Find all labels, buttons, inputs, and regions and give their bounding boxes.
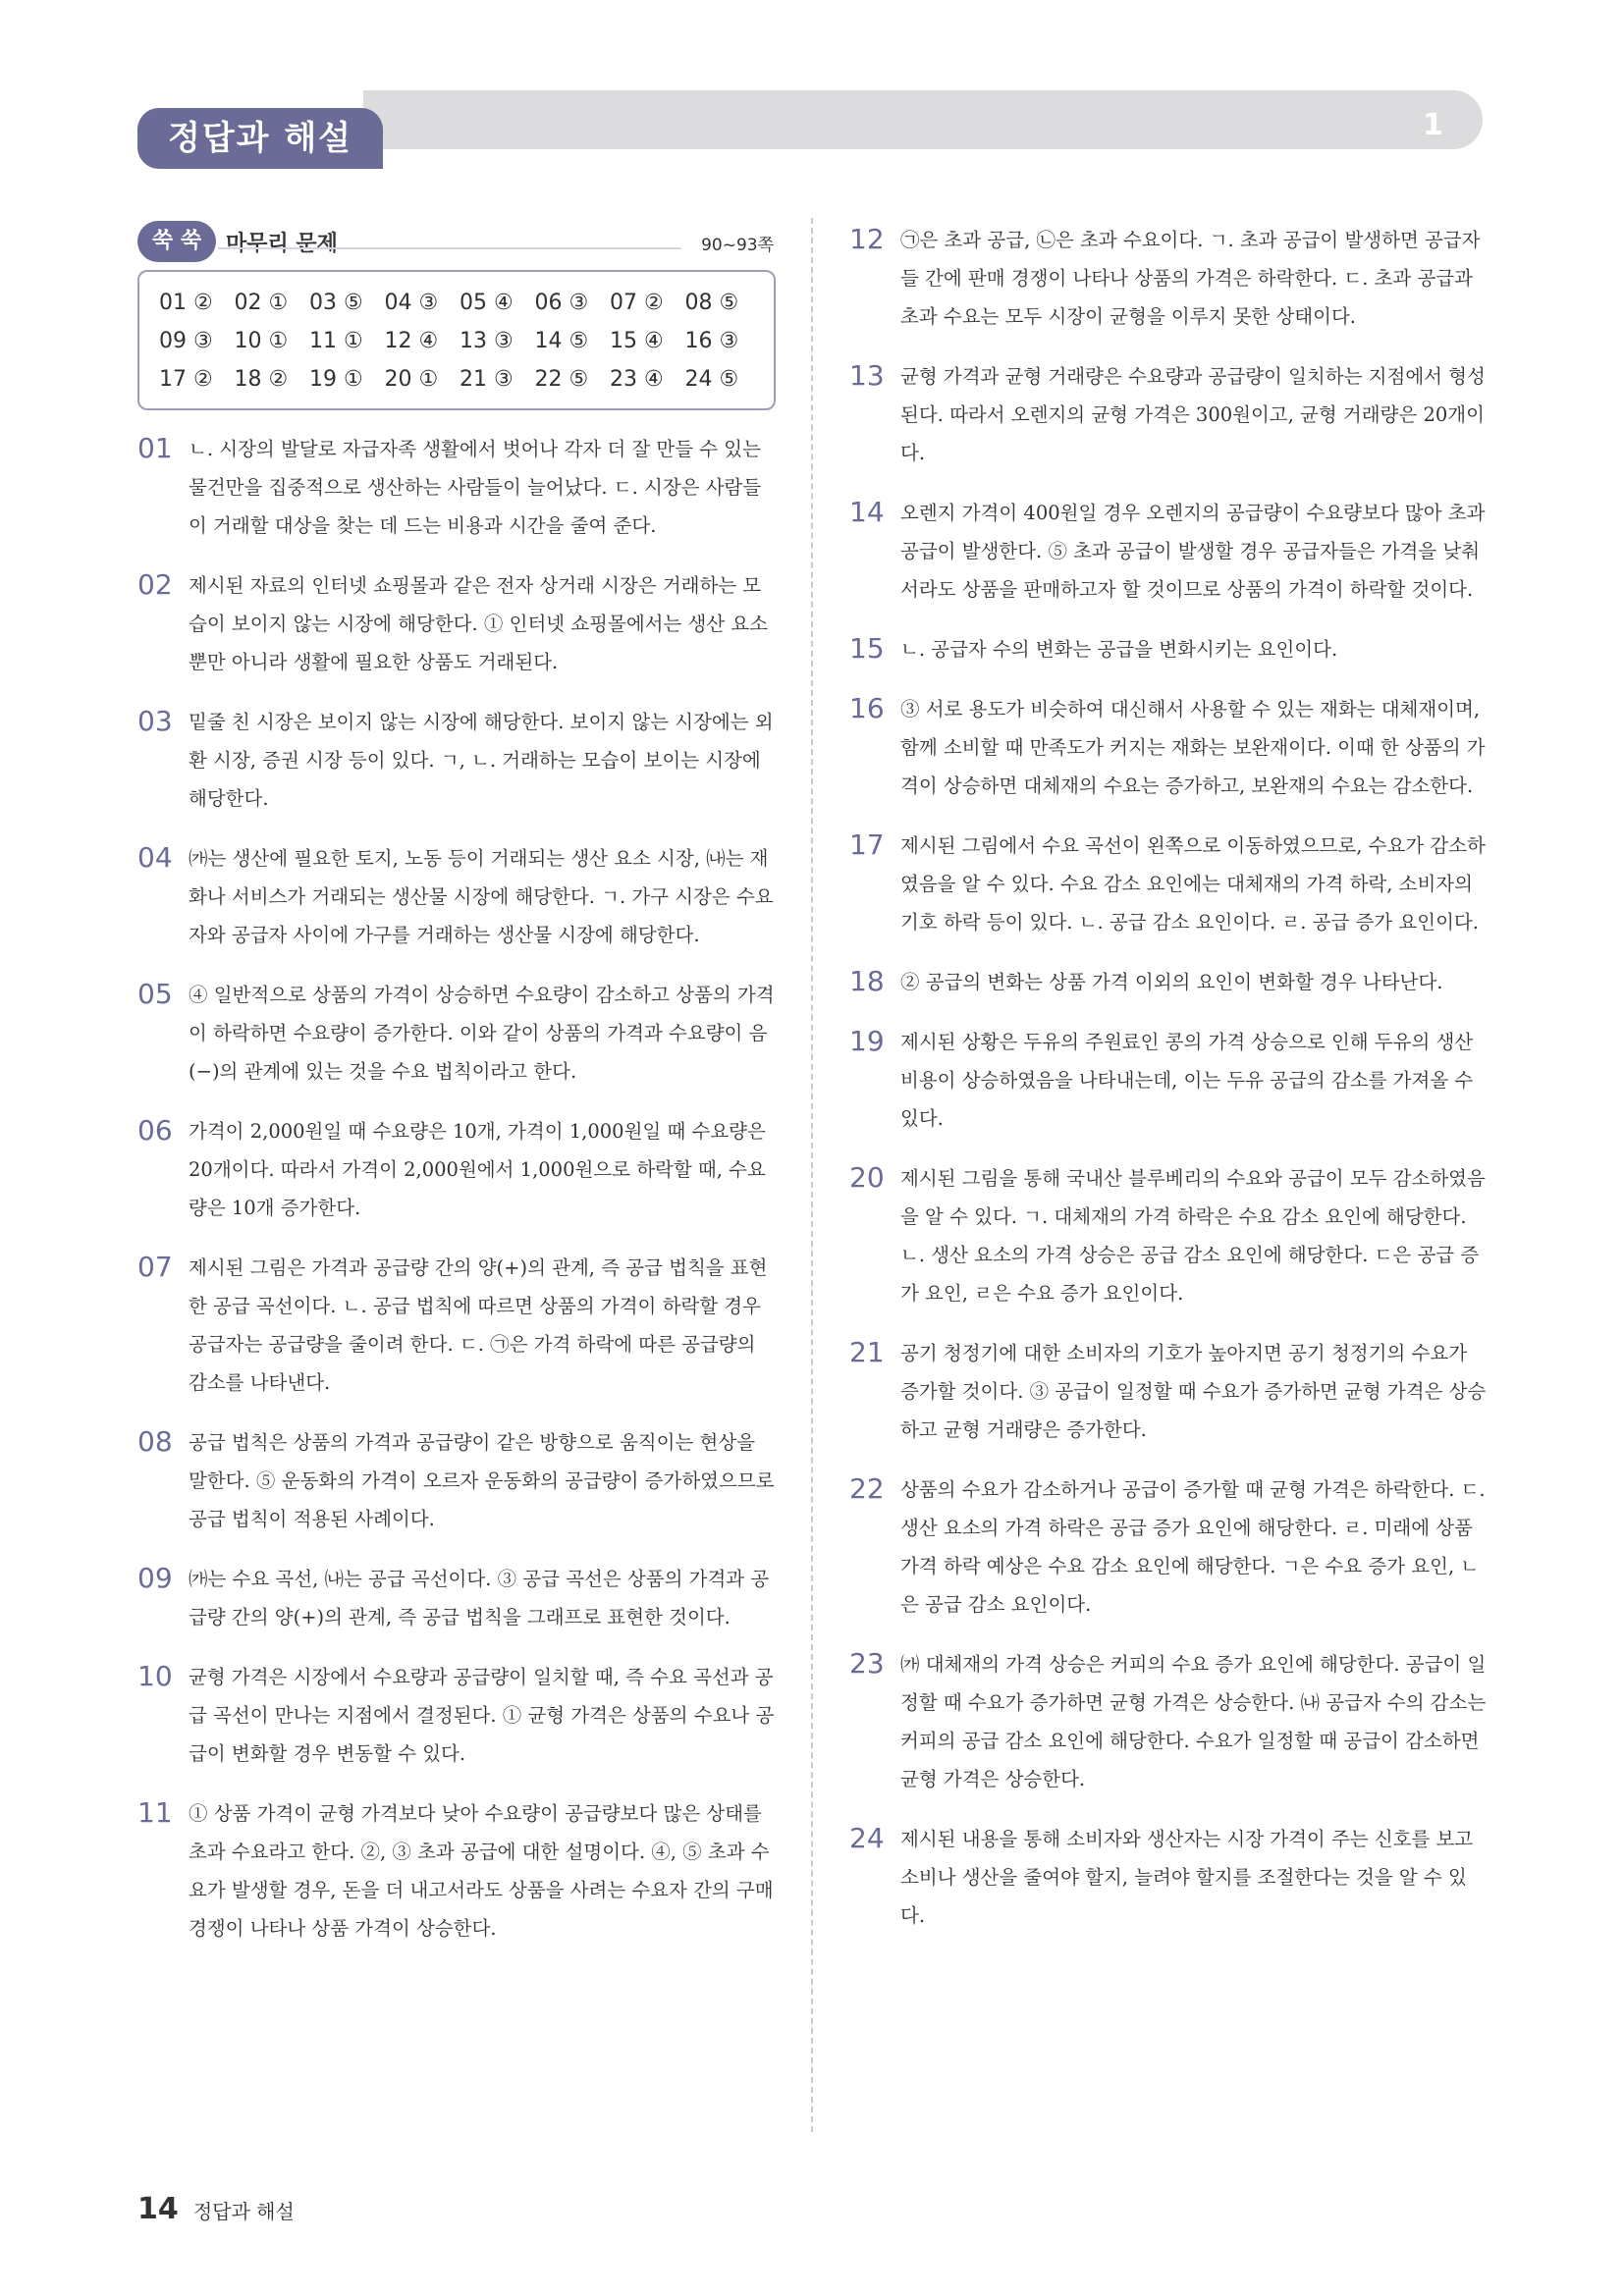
- explanation-item: [137, 1112, 776, 1227]
- explanation-text: 가격이 2,000원일 때 수요량은 10개, 가격이 1,000원일 때 수요량은 20개이다. 따라서 가격이 2,000원에서 1,000원으로 하락할 때, 수요량은 10개 증가한다.: [189, 1120, 766, 1219]
- answer-cell: 12 ④: [384, 329, 439, 353]
- question-number: 07: [137, 1251, 173, 1283]
- explanation-text: ㈎ 대체재의 가격 상승은 커피의 수요 증가 요인에 해당한다. 공급이 일정할 때 수요가 증가하면 균형 가격은 상승한다. ㈏ 공급자 수의 감소는 커피의 공급 감소 요인에 해당한다. 수요가 일정할 때 공급이 감소하면 균형 가격은 상승한다.: [900, 1653, 1487, 1790]
- explanation-item: [849, 1470, 1488, 1624]
- explanation-item: [849, 1820, 1488, 1935]
- explanation-item: [849, 1334, 1488, 1449]
- explanation-item: [137, 976, 776, 1091]
- explanation-item: [849, 494, 1488, 609]
- answer-cell: 09 ③: [159, 329, 213, 353]
- answer-cell: 19 ①: [309, 367, 363, 392]
- answer-cell: 13 ③: [460, 329, 514, 353]
- answer-cell: 21 ③: [460, 367, 514, 392]
- answer-row: [159, 322, 760, 360]
- question-number: 09: [137, 1562, 173, 1594]
- question-number: 18: [849, 965, 885, 997]
- summary-pages: 90~93쪽: [701, 236, 774, 255]
- explanation-item: [849, 630, 1488, 668]
- summary-badge: 쑥 쑥: [137, 221, 216, 262]
- explanation-text: 균형 가격은 시장에서 수요량과 공급량이 일치할 때, 즉 수요 곡선과 공급 곡선이 만나는 지점에서 결정된다. ① 균형 가격은 상품의 수요나 공급이 변화할 경우 변동할 수 있다.: [189, 1666, 775, 1765]
- question-number: 20: [849, 1161, 885, 1194]
- explanation-item: [849, 1645, 1488, 1798]
- right-column: [849, 221, 1488, 1956]
- explanation-text: ② 공급의 변화는 상품 가격 이외의 요인이 변화할 경우 나타난다.: [900, 971, 1443, 993]
- explanation-text: ③ 서로 용도가 비슷하여 대신해서 사용할 수 있는 재화는 대체재이며, 함께 소비할 때 만족도가 커지는 재화는 보완재이다. 이때 한 상품의 가격이 상승하면 대체재의 수요는 증가하고, 보완재의 수요는 감소한다.: [900, 698, 1486, 797]
- answer-grid: [137, 270, 776, 410]
- question-number: 04: [137, 841, 173, 874]
- answer-row: [159, 284, 760, 322]
- explanation-item: [137, 839, 776, 954]
- page-number: 14: [137, 2192, 179, 2226]
- answer-cell: 16 ③: [684, 329, 739, 353]
- explanation-item: [137, 1658, 776, 1773]
- explanation-text: 균형 가격과 균형 거래량은 수요량과 공급량이 일치하는 지점에서 형성된다. 따라서 오렌지의 균형 가격은 300원이고, 균형 거래량은 20개이다.: [900, 365, 1486, 464]
- page-header: [137, 90, 1483, 171]
- explanation-item: [137, 430, 776, 545]
- question-number: 06: [137, 1114, 173, 1147]
- summary-header: [137, 221, 776, 266]
- explanation-text: ㄴ. 시장의 발달로 자급자족 생활에서 벗어나 각자 더 잘 만들 수 있는 물건만을 집중적으로 생산하는 사람들이 늘어났다. ㄷ. 시장은 사람들이 거래할 대상을 찾는 데 드는 비용과 시간을 줄여 준다.: [189, 438, 762, 537]
- answer-cell: 08 ⑤: [684, 291, 739, 315]
- explanation-text: 제시된 그림은 가격과 공급량 간의 양(+)의 관계, 즉 공급 법칙을 표현한 공급 곡선이다. ㄴ. 공급 법칙에 따르면 상품의 가격이 하락할 경우 공급자는 공급량을 줄이려 한다. ㄷ. ㉠은 가격 하락에 따른 공급량의 감소를 나타낸다.: [189, 1256, 768, 1394]
- question-number: 21: [849, 1336, 885, 1368]
- question-number: 10: [137, 1660, 173, 1692]
- question-number: 14: [849, 496, 885, 528]
- explanation-item: [137, 566, 776, 681]
- explanation-text: ㉠은 초과 공급, ㉡은 초과 수요이다. ㄱ. 초과 공급이 발생하면 공급자들 간에 판매 경쟁이 나타나 상품의 가격은 하락한다. ㄷ. 초과 공급과 초과 수요는 모두 시장이 균형을 이루지 못한 상태이다.: [900, 229, 1481, 328]
- answer-cell: 02 ①: [234, 291, 289, 315]
- question-number: 02: [137, 568, 173, 601]
- question-number: 01: [137, 432, 173, 464]
- question-number: 17: [849, 828, 885, 861]
- question-number: 03: [137, 705, 173, 737]
- question-number: 16: [849, 692, 885, 724]
- explanation-text: ㄴ. 공급자 수의 변화는 공급을 변화시키는 요인이다.: [900, 638, 1338, 661]
- answer-cell: 18 ②: [234, 367, 289, 392]
- chapter-mark: 1: [1423, 108, 1443, 142]
- answer-cell: 22 ⑤: [534, 367, 589, 392]
- answer-cell: 23 ④: [610, 367, 664, 392]
- explanation-text: 제시된 자료의 인터넷 쇼핑몰과 같은 전자 상거래 시장은 거래하는 모습이 보이지 않는 시장에 해당한다. ① 인터넷 쇼핑몰에서는 생산 요소뿐만 아니라 생활에 필요한 상품도 거래된다.: [189, 574, 769, 673]
- answer-cell: 17 ②: [159, 367, 213, 392]
- question-number: 05: [137, 978, 173, 1010]
- footer-label: 정답과 해설: [192, 2200, 295, 2223]
- explanation-text: ㈎는 생산에 필요한 토지, 노동 등이 거래되는 생산 요소 시장, ㈏는 재화나 서비스가 거래되는 생산물 시장에 해당한다. ㄱ. 가구 시장은 수요자와 공급자 사이에 가구를 거래하는 생산물 시장에 해당한다.: [189, 847, 774, 946]
- explanation-item: [849, 963, 1488, 1001]
- question-number: 19: [849, 1025, 885, 1057]
- question-number: 13: [849, 359, 885, 392]
- explanation-item: [849, 827, 1488, 941]
- explanation-item: [849, 357, 1488, 472]
- answer-cell: 14 ⑤: [534, 329, 589, 353]
- explanation-text: 제시된 그림에서 수요 곡선이 왼쪽으로 이동하였으므로, 수요가 감소하였음을 알 수 있다. 수요 감소 요인에는 대체재의 가격 하락, 소비자의 기호 하락 등이 있다. ㄴ. 공급 감소 요인이다. ㄹ. 공급 증가 요인이다.: [900, 834, 1486, 934]
- answer-cell: 07 ②: [610, 291, 664, 315]
- explanation-text: 제시된 그림을 통해 국내산 블루베리의 수요와 공급이 모두 감소하였음을 알 수 있다. ㄱ. 대체재의 가격 하락은 수요 감소 요인에 해당한다. ㄴ. 생산 요소의 가격 상승은 공급 감소 요인에 해당한다. ㄷ은 공급 증가 요인, ㄹ은 수요 증가 요인이다.: [900, 1167, 1486, 1305]
- answer-cell: 11 ①: [309, 329, 363, 353]
- explanation-item: [849, 1023, 1488, 1138]
- explanation-text: 제시된 상황은 두유의 주원료인 콩의 가격 상승으로 인해 두유의 생산 비용이 상승하였음을 나타내는데, 이는 두유 공급의 감소를 가져올 수 있다.: [900, 1031, 1474, 1130]
- question-number: 11: [137, 1796, 173, 1829]
- question-number: 08: [137, 1425, 173, 1458]
- summary-rule: [218, 247, 681, 249]
- answer-cell: 20 ①: [384, 367, 439, 392]
- answer-cell: 10 ①: [234, 329, 289, 353]
- summary-title: 마무리 문제: [226, 232, 338, 256]
- left-column: [137, 221, 776, 1969]
- header-band: [363, 90, 1483, 149]
- explanation-item: [137, 1249, 776, 1402]
- explanation-text: 밑줄 친 시장은 보이지 않는 시장에 해당한다. 보이지 않는 시장에는 외환 시장, 증권 시장 등이 있다. ㄱ, ㄴ. 거래하는 모습이 보이는 시장에 해당한다.: [189, 711, 774, 810]
- page-footer: [137, 2192, 295, 2226]
- explanation-text: ① 상품 가격이 균형 가격보다 낮아 수요량이 공급량보다 많은 상태를 초과 수요라고 한다. ②, ③ 초과 공급에 대한 설명이다. ④, ⑤ 초과 수요가 발생할 경우, 돈을 더 내고서라도 상품을 사려는 수요자 간의 구매 경쟁이 나타나 상품 가격이 상승한다.: [189, 1802, 774, 1940]
- answer-cell: 15 ④: [610, 329, 664, 353]
- explanation-text: 상품의 수요가 감소하거나 공급이 증가할 때 균형 가격은 하락한다. ㄷ. 생산 요소의 가격 하락은 공급 증가 요인에 해당한다. ㄹ. 미래에 상품 가격 하락 예상은 수요 감소 요인에 해당한다. ㄱ은 수요 증가 요인, ㄴ은 공급 감소 요인이다.: [900, 1478, 1486, 1616]
- explanation-item: [849, 690, 1488, 805]
- explanation-text: 제시된 내용을 통해 소비자와 생산자는 시장 가격이 주는 신호를 보고 소비나 생산을 줄여야 할지, 늘려야 할지를 조절한다는 것을 알 수 있다.: [900, 1828, 1474, 1927]
- answer-cell: 04 ③: [384, 291, 439, 315]
- answer-cell: 06 ③: [534, 291, 589, 315]
- question-number: 22: [849, 1472, 885, 1505]
- column-divider: [811, 218, 813, 2132]
- explanation-item: [849, 1159, 1488, 1312]
- explanation-item: [137, 1560, 776, 1636]
- explanation-item: [137, 703, 776, 818]
- question-number: 23: [849, 1647, 885, 1680]
- explanation-item: [137, 1794, 776, 1948]
- answer-cell: 03 ⑤: [309, 291, 363, 315]
- page-title: 정답과 해설: [137, 108, 383, 169]
- question-number: 12: [849, 223, 885, 255]
- explanation-item: [849, 221, 1488, 336]
- explanation-text: ㈎는 수요 곡선, ㈏는 공급 곡선이다. ③ 공급 곡선은 상품의 가격과 공급량 간의 양(+)의 관계, 즉 공급 법칙을 그래프로 표현한 것이다.: [189, 1568, 770, 1629]
- question-number: 24: [849, 1822, 885, 1854]
- explanation-text: 공기 청정기에 대한 소비자의 기호가 높아지면 공기 청정기의 수요가 증가할 것이다. ③ 공급이 일정할 때 수요가 증가하면 균형 가격은 상승하고 균형 거래량은 증가한다.: [900, 1342, 1487, 1441]
- explanation-text: 공급 법칙은 상품의 가격과 공급량이 같은 방향으로 움직이는 현상을 말한다. ⑤ 운동화의 가격이 오르자 운동화의 공급량이 증가하였으므로 공급 법칙이 적용된 사례이다.: [189, 1431, 775, 1530]
- answer-cell: 01 ②: [159, 291, 213, 315]
- explanation-item: [137, 1423, 776, 1538]
- answer-cell: 05 ④: [460, 291, 514, 315]
- explanation-text: 오렌지 가격이 400원일 경우 오렌지의 공급량이 수요량보다 많아 초과 공급이 발생한다. ⑤ 초과 공급이 발생할 경우 공급자들은 가격을 낮춰서라도 상품을 판매하고자 할 것이므로 상품의 가격이 하락할 것이다.: [900, 502, 1486, 601]
- answer-cell: 24 ⑤: [684, 367, 739, 392]
- explanation-text: ④ 일반적으로 상품의 가격이 상승하면 수요량이 감소하고 상품의 가격이 하락하면 수요량이 증가한다. 이와 같이 상품의 가격과 수요량이 음(−)의 관계에 있는 것을 수요 법칙이라고 한다.: [189, 984, 775, 1083]
- answer-row: [159, 360, 760, 399]
- question-number: 15: [849, 632, 885, 665]
